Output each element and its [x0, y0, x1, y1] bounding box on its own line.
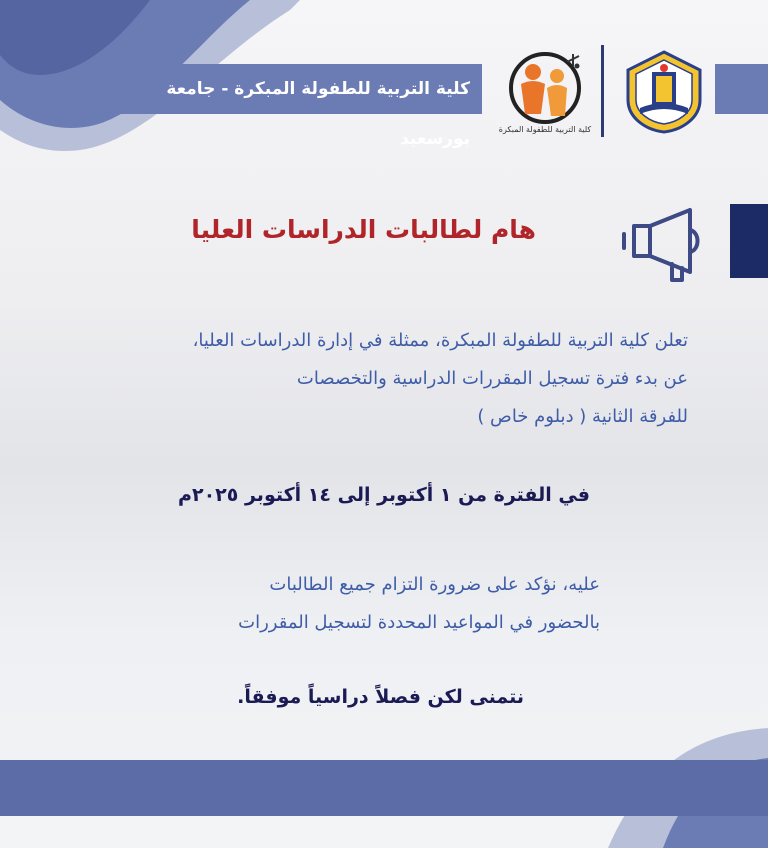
title-accent-block: [730, 204, 768, 278]
intro-paragraph: [60, 322, 688, 436]
university-logo-icon: [622, 48, 706, 134]
megaphone-icon: [620, 206, 708, 282]
notice-paragraph: [60, 566, 600, 642]
header-title: كلية التربية للطفولة المبكرة - جامعة بورسعيد: [166, 79, 470, 149]
notice-line: عليه، نؤكد على ضرورة التزام جميع الطالبات: [269, 574, 600, 595]
intro-line: للفرقة الثانية ( دبلوم خاص ): [477, 406, 688, 427]
intro-line: عن بدء فترة تسجيل المقررات الدراسية والتخصصات: [296, 368, 688, 389]
header-right-strip: [715, 64, 768, 114]
notice-line: بالحضور في المواعيد المحددة لتسجيل المقررات: [238, 612, 600, 633]
footer-bar: [0, 760, 768, 816]
college-logo-caption: كلية التربية للطفولة المبكرة: [498, 125, 592, 134]
announcement-title: هام لطالبات الدراسات العليا: [191, 215, 536, 244]
closing-message: نتمنى لكن فصلاً دراسياً موفقاً.: [237, 686, 524, 708]
logo-divider: [601, 45, 604, 137]
intro-line: تعلن كلية التربية للطفولة المبكرة، ممثلة في إدارة الدراسات العليا،: [192, 330, 688, 351]
registration-dates: في الفترة من ١ أكتوبر إلى ١٤ أكتوبر ٢٠٢٥م: [178, 484, 590, 506]
